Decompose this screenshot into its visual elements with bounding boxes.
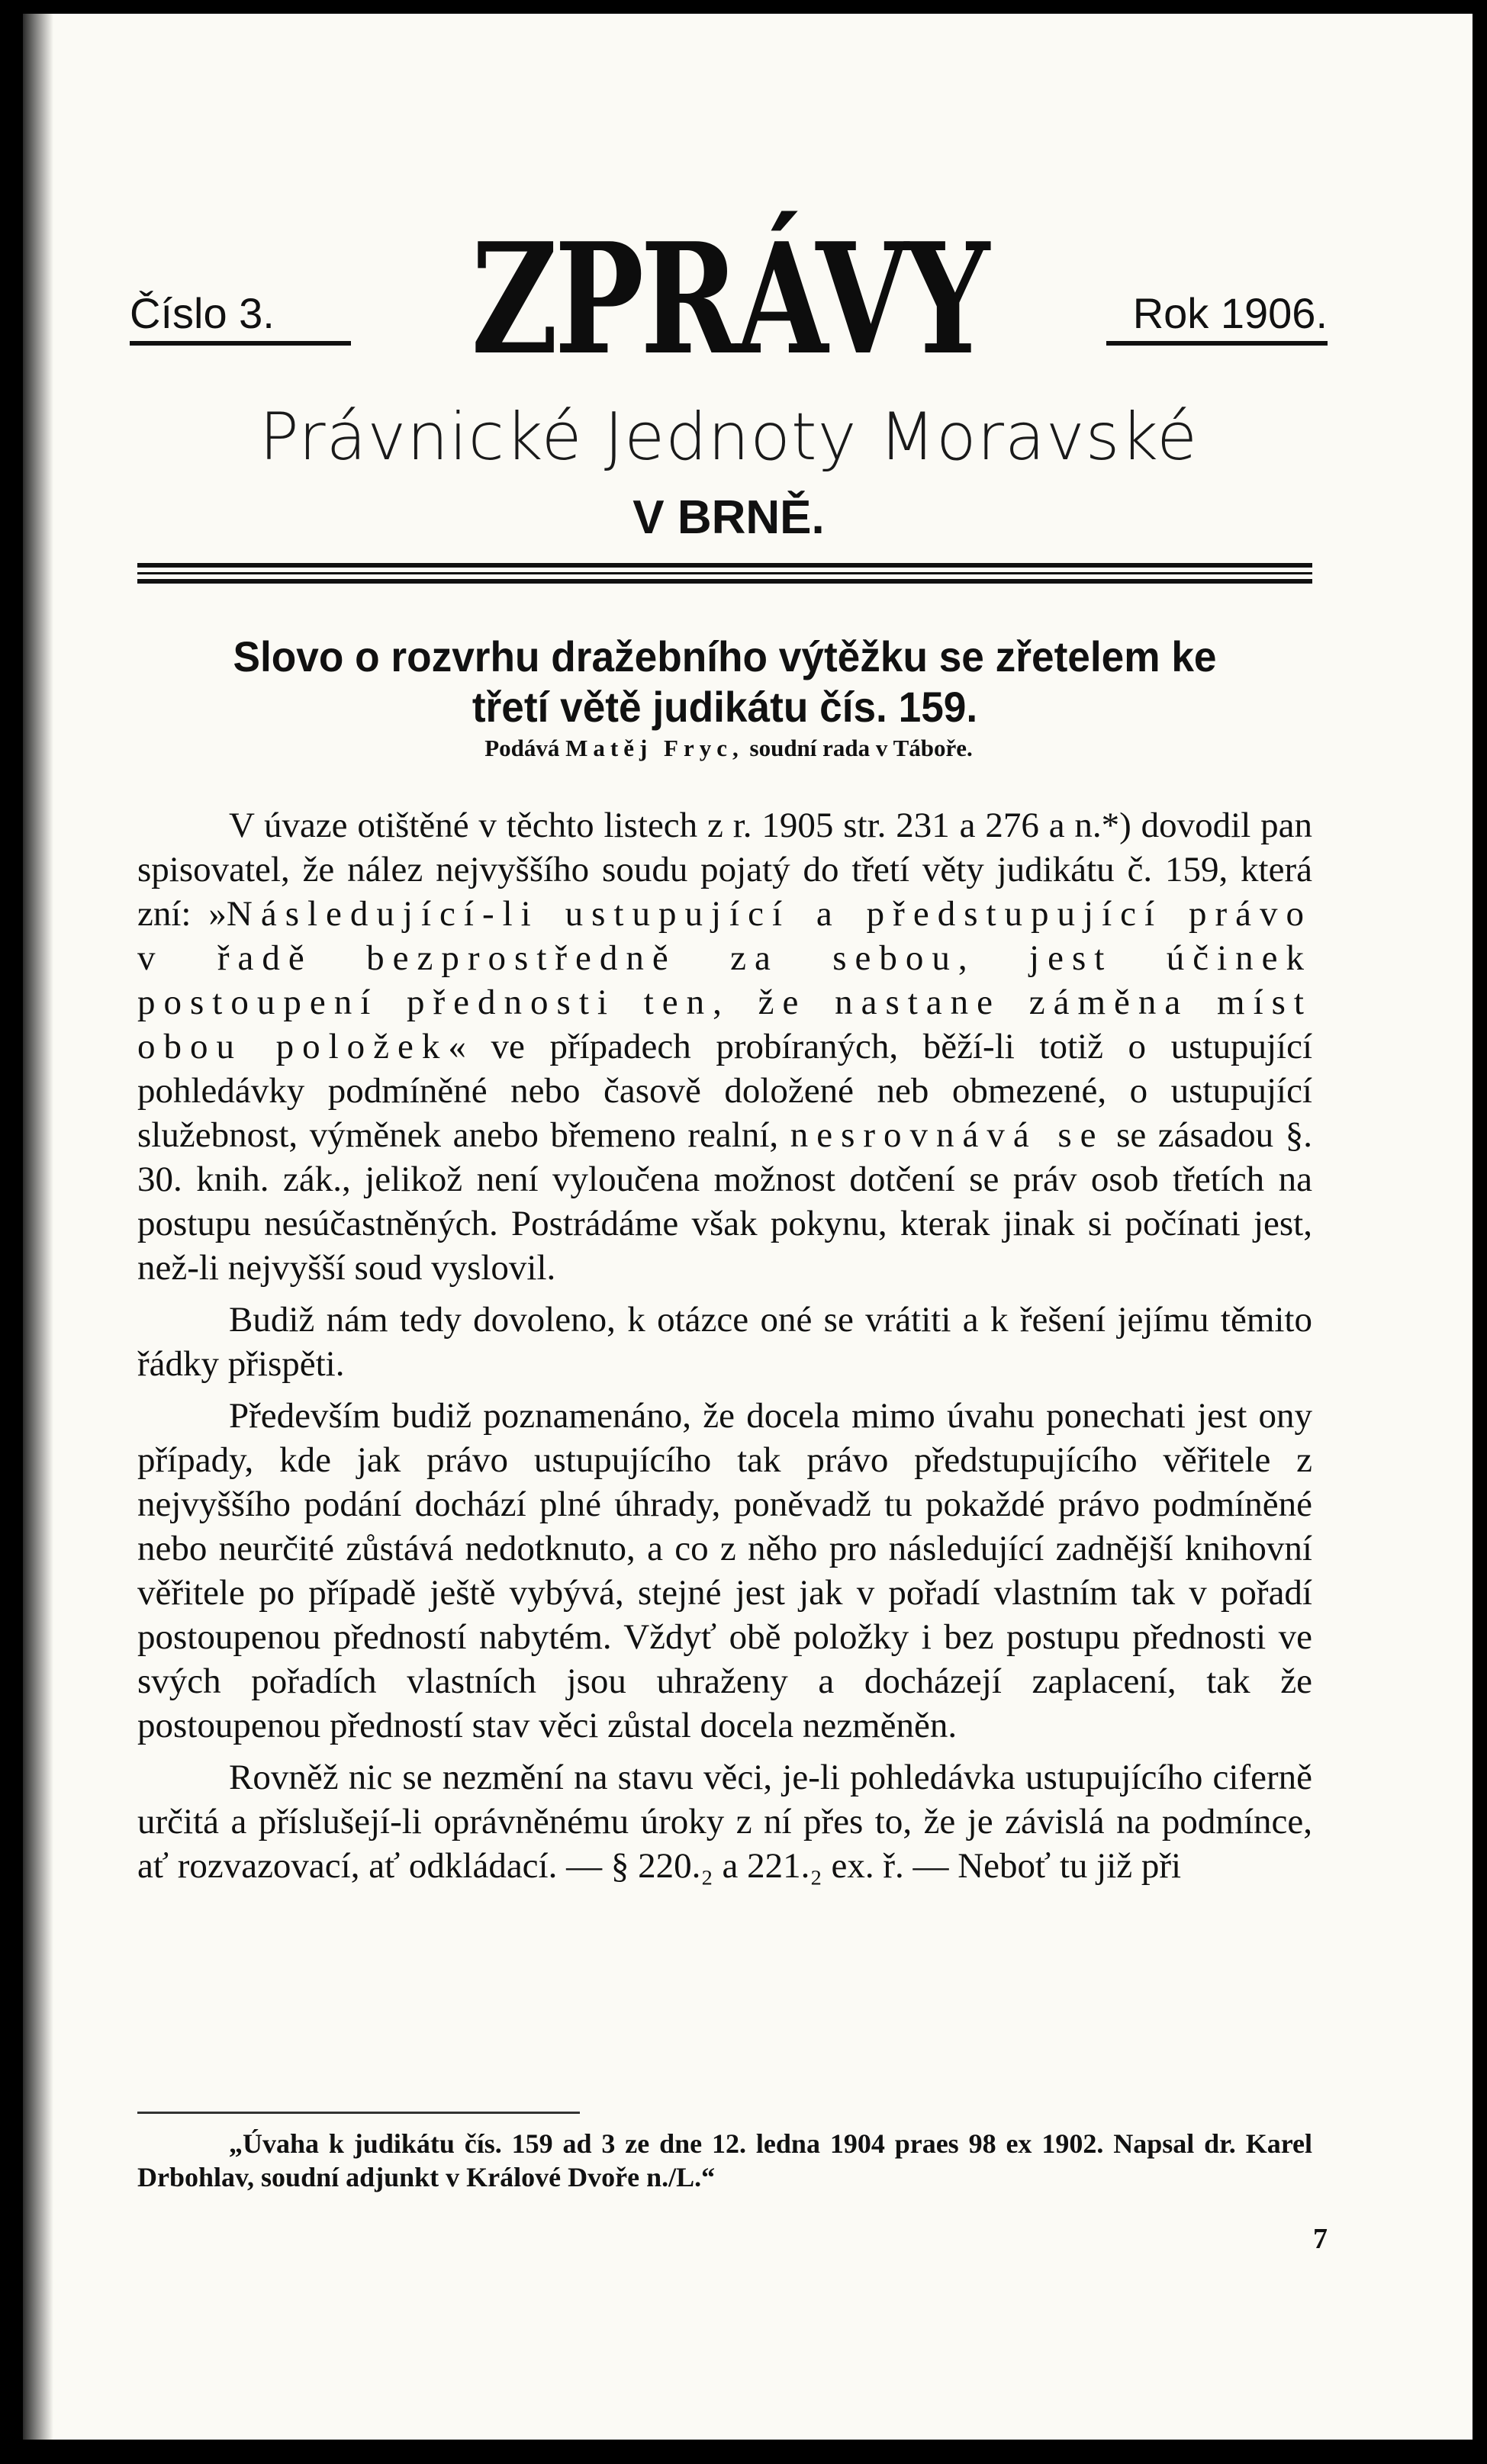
byline-author: Matěj Fryc, (565, 735, 744, 761)
rule-thick-bottom (137, 579, 1312, 584)
header-rules (137, 563, 1312, 588)
footnote-text: „Úvaha k judikátu čís. 159 ad 3 ze dne 12. ledna 1904 praes 98 ex 1902. Napsal dr. Karel Drbohlav, soudní adjunkt v Králové Dvoře n./L.“ (137, 2128, 1312, 2192)
article-title-line-1: Slovo o rozvrhu dražebního výtěžku se zřetelem ke (233, 632, 1217, 680)
scan-edge-shadow (23, 14, 53, 2440)
issue-number: Číslo 3. (130, 288, 351, 346)
masthead-title: ZPRÁVY (471, 210, 987, 389)
paragraph-1 (137, 803, 1312, 1290)
byline-pre: Podává (484, 735, 560, 761)
byline (130, 735, 1328, 762)
page-number: 7 (1313, 2223, 1328, 2255)
p1-emphasis-spaced: nesrovnává se (790, 1115, 1105, 1155)
header (130, 210, 1328, 395)
page (23, 14, 1473, 2440)
footnote-rule (137, 2112, 580, 2114)
paragraph-3: Především budiž poznamenáno, že docela mimo úvahu ponechati jest ony případy, kde jak právo ustupujícího tak právo předstupujícího věřitele z nejvyššího podání dochází plné úhrady, poněvadž tu pokaždé právo podmíněné nebo neurčité zůstává nedotknuto, a co z něho pro následující zadnější knihovní věřitele po případě ještě vybývá, stejné jest jak v pořadí vlastním tak v pořadí postoupenou předností nabytém. Vždyť obě položky i bez postupu přednosti ve svých pořadích vlastních jsou uhraženy a docházejí zaplacení, tak že postoupenou předností stav věci zůstal docela nezměněn. (137, 1396, 1312, 1745)
rule-thick-top (137, 563, 1312, 568)
article-body (137, 803, 1312, 1896)
p1-text-b: « ve případech probíraných, běží-li totiž o ustupující pohledávky podmíněné nebo časově doložené neb obmezené, o ustupující služebnost, výměnek anebo břemeno realní, (137, 1027, 1313, 1155)
p1-text-c: se zásadou §. 30. knih. zák., jelikož není vyloučena možnost dotčení se práv osob třetích na postupu nesúčastněných. Postrádáme však pokynu, kterak jinak si počínati jest, než-li nejvyšší soud vyslovil. (137, 1115, 1313, 1288)
society-name: Právnické Jednoty Moravské (259, 399, 1199, 475)
p1-quote-spaced: Následující-li ustupující a předstupující právo v řadě bezprostředně za sebou, jest účinek postoupení přednosti ten, že nastane záměna míst obou položek (137, 894, 1312, 1066)
article-title (145, 632, 1305, 732)
city: V BRNĚ. (632, 491, 825, 544)
article-title-line-2: třetí větě judikátu čís. 159. (472, 683, 978, 731)
paragraph-2: Budiž nám tedy dovoleno, k otázce oné se vrátiti a k řešení jejímu těmito řádky přispěti. (137, 1300, 1312, 1384)
paragraph-4: Rovněž nic se nezmění na stavu věci, je-li pohledávka ustupujícího ciferně určitá a příslušejí-li oprávněnému úroky z ní přes to, že je závislá na podmínce, ať rozvazovací, ať odkládací. — § 220.₂ a 221.₂ ex. ř. — Neboť tu již při (137, 1758, 1312, 1886)
p1-text-a: V úvaze otištěné v těchto listech z r. 1905 str. 231 a 276 a n.*) dovodil pan spisovatel, že nález nejvyššího soudu pojatý do třetí věty judikátu č. 159, která zní: » (137, 806, 1312, 934)
issue-year: Rok 1906. (1106, 288, 1328, 346)
rule-thin (137, 572, 1312, 574)
byline-post: soudní rada v Táboře. (749, 735, 973, 761)
footnote (137, 2127, 1312, 2194)
